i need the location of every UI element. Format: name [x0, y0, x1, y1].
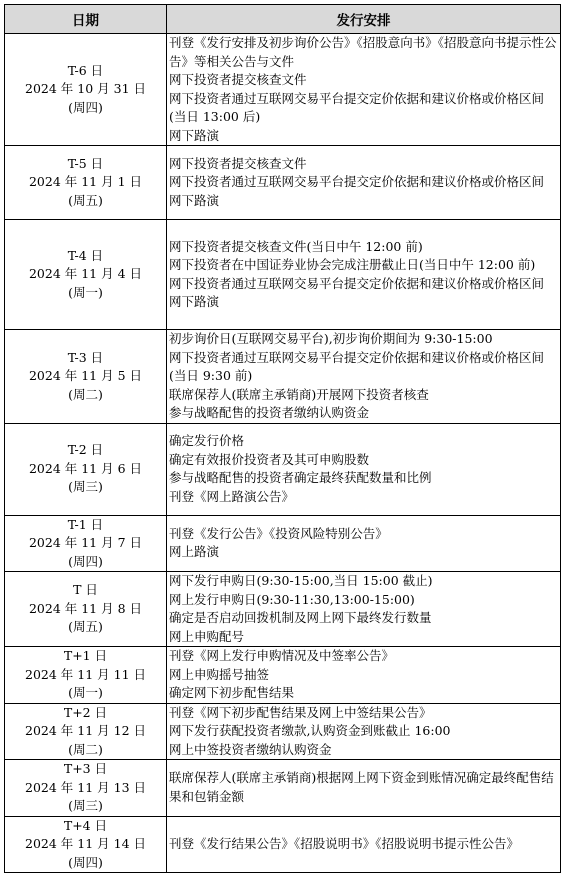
schedule-body: [5, 34, 561, 873]
table-row: [5, 816, 561, 873]
date-cell: [5, 816, 167, 873]
arrangement-item: 确定有效报价投资者及其可申购股数: [169, 451, 370, 467]
weekday-label: (周一): [68, 284, 103, 300]
weekday-label: (周三): [68, 798, 103, 813]
weekday-label: (周四): [68, 99, 103, 115]
weekday-label: (周二): [68, 386, 103, 402]
date-cell: [5, 760, 167, 817]
date-label: 2024 年 11 月 7 日: [28, 535, 143, 550]
day-label: T-3 日: [67, 349, 104, 365]
arrangement-cell: [167, 760, 561, 817]
arrangement-item: 网下路演: [169, 127, 220, 143]
date-cell: [5, 647, 167, 704]
arrangement-item: 确定发行价格: [169, 433, 245, 448]
date-label: 2024 年 11 月 5 日: [28, 368, 143, 383]
date-label: 2024 年 11 月 8 日: [28, 600, 143, 616]
arrangement-item: 刊登《网上发行申购情况及中签率公告》: [169, 648, 395, 663]
weekday-label: (周五): [68, 619, 103, 635]
day-label: T+4 日: [63, 817, 108, 833]
arrangement-item: 网上申购配号: [169, 628, 245, 644]
header-arrangement: 发行安排: [167, 5, 561, 34]
arrangement-item: 网上发行申购日(9:30-11:30,13:00-15:00): [169, 591, 415, 607]
weekday-label: (周四): [68, 553, 103, 569]
arrangement-item: 参与战略配售的投资者确定最终获配数量和比例: [169, 470, 432, 485]
arrangement-item: 网下发行申购日(9:30-15:00,当日 15:00 截止): [169, 573, 433, 588]
arrangement-item: 参与战略配售的投资者缴纳认购资金: [169, 405, 370, 420]
table-row: [5, 515, 561, 572]
arrangement-cell: [167, 330, 561, 424]
arrangement-item: 刊登《发行结果公告》《招股说明书》《招股说明书提示性公告》: [169, 836, 520, 851]
arrangement-item: 网上中签投资者缴纳认购资金: [169, 741, 332, 757]
table-row: [5, 220, 561, 330]
arrangement-item: 网下投资者提交核查文件(当日中午 12:00 前): [169, 238, 423, 254]
date-label: 2024 年 11 月 14 日: [25, 836, 146, 851]
table-row: [5, 703, 561, 760]
arrangement-item: 刊登《发行公告》《投资风险特别公告》: [169, 525, 388, 541]
day-label: T 日: [73, 582, 98, 598]
arrangement-item: 网下投资者通过互联网交易平台提交定价依据和建议价格或价格区间: [169, 275, 545, 291]
day-label: T-2 日: [67, 442, 104, 458]
date-label: 2024 年 11 月 6 日: [28, 460, 143, 476]
arrangement-item: 网下路演: [169, 294, 220, 309]
table-row: [5, 423, 561, 515]
weekday-label: (周四): [68, 854, 103, 870]
header-date: 日期: [5, 5, 167, 34]
arrangement-item: 刊登《发行安排及初步询价公告》《招股意向书》《招股意向书提示性公告》等相关公告与文件: [169, 35, 557, 69]
arrangement-item: 网下投资者通过互联网交易平台提交定价依据和建议价格或价格区间: [169, 174, 545, 190]
weekday-label: (周五): [68, 192, 103, 208]
arrangement-item: 网上申购摇号抽签: [169, 666, 270, 682]
arrangement-item: 网下投资者通过互联网交易平台提交定价依据和建议价格或价格区间(当日 9:30 前): [169, 349, 545, 383]
arrangement-item: 网下投资者提交核查文件: [169, 72, 307, 87]
schedule-table: [4, 4, 561, 873]
arrangement-cell: [167, 146, 561, 220]
day-label: T+1 日: [63, 648, 108, 663]
arrangement-item: 刊登《网下初步配售结果及网上中签结果公告》: [169, 704, 432, 720]
arrangement-cell: [167, 34, 561, 146]
date-label: 2024 年 10 月 31 日: [25, 81, 146, 97]
arrangement-cell: [167, 816, 561, 873]
day-label: T-5 日: [67, 155, 104, 171]
date-cell: [5, 34, 167, 146]
arrangement-cell: [167, 647, 561, 704]
date-label: 2024 年 11 月 4 日: [28, 266, 143, 282]
date-cell: [5, 146, 167, 220]
arrangement-item: 网上路演: [169, 544, 220, 560]
table-row: [5, 146, 561, 220]
day-label: T-4 日: [67, 247, 104, 263]
date-cell: [5, 220, 167, 330]
day-label: T-1 日: [67, 516, 104, 532]
arrangement-item: 网下投资者通过互联网交易平台提交定价依据和建议价格或价格区间(当日 13:00 后): [169, 90, 545, 124]
date-cell: [5, 423, 167, 515]
table-row: [5, 572, 561, 647]
date-cell: [5, 330, 167, 424]
day-label: T+2 日: [63, 704, 108, 720]
day-label: T+3 日: [63, 761, 108, 776]
weekday-label: (周二): [68, 741, 103, 757]
arrangement-cell: [167, 703, 561, 760]
header-row: [5, 5, 561, 34]
day-label: T-6 日: [67, 62, 104, 78]
weekday-label: (周三): [68, 479, 103, 495]
table-row: [5, 34, 561, 146]
arrangement-item: 网下路演: [169, 192, 220, 208]
table-row: [5, 330, 561, 424]
date-label: 2024 年 11 月 11 日: [25, 666, 146, 682]
arrangement-item: 确定是否启动回拨机制及网上网下最终发行数量: [169, 610, 432, 625]
arrangement-cell: [167, 220, 561, 330]
arrangement-item: 初步询价日(互联网交易平台),初步询价期间为 9:30-15:00: [169, 331, 493, 346]
date-cell: [5, 703, 167, 760]
arrangement-item: 网下投资者提交核查文件: [169, 155, 307, 171]
arrangement-cell: [167, 423, 561, 515]
arrangement-cell: [167, 572, 561, 647]
date-cell: [5, 572, 167, 647]
arrangement-item: 联席保荐人(联席主承销商)根据网上网下资金到账情况确定最终配售结果和包销金额: [169, 770, 554, 804]
arrangement-item: 刊登《网上路演公告》: [169, 488, 295, 504]
date-label: 2024 年 11 月 13 日: [25, 779, 146, 795]
arrangement-item: 网下投资者在中国证券业协会完成注册截止日(当日中午 12:00 前): [169, 257, 536, 272]
table-row: [5, 647, 561, 704]
arrangement-cell: [167, 515, 561, 572]
arrangement-item: 网下发行获配投资者缴款,认购资金到账截止 16:00: [169, 723, 451, 738]
date-label: 2024 年 11 月 1 日: [28, 174, 143, 190]
table-row: [5, 760, 561, 817]
arrangement-item: 联席保荐人(联席主承销商)开展网下投资者核查: [169, 386, 429, 402]
date-label: 2024 年 11 月 12 日: [25, 723, 146, 738]
date-cell: [5, 515, 167, 572]
arrangement-item: 确定网下初步配售结果: [169, 685, 295, 700]
weekday-label: (周一): [68, 685, 103, 700]
